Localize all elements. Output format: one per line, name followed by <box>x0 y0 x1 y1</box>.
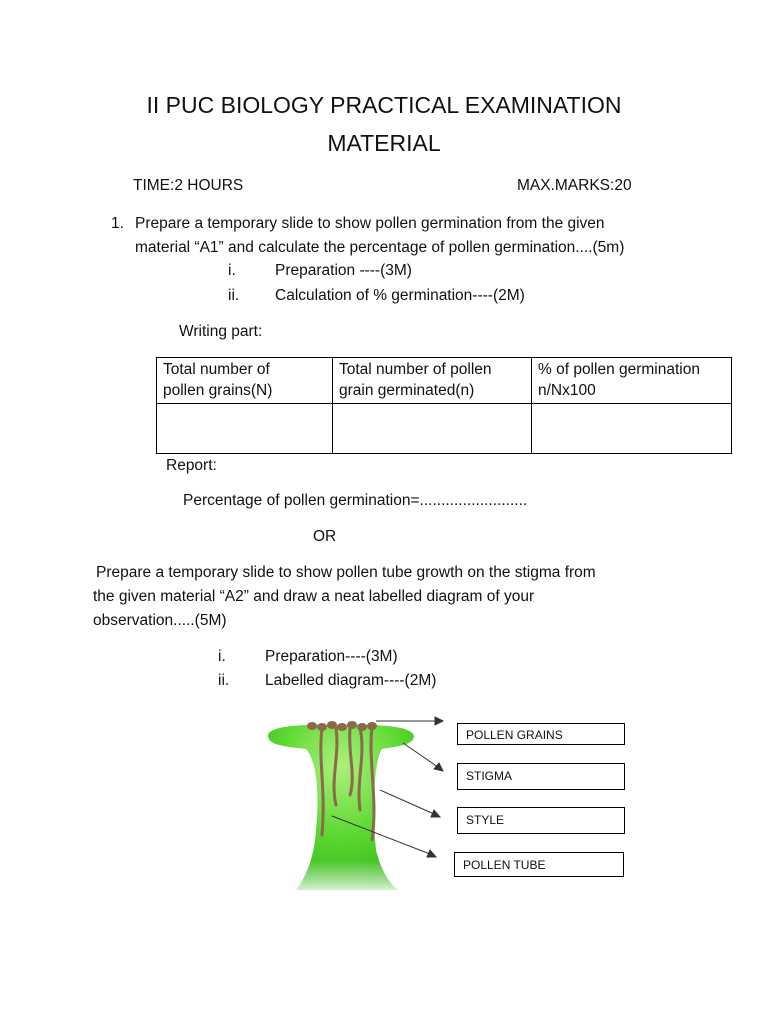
q1-sub-text-1: Preparation ----(3M) <box>275 262 412 279</box>
q2-sub-text-2: Labelled diagram----(2M) <box>265 672 437 689</box>
q2-line-1: Prepare a temporary slide to show pollen tube growth on the stigma from <box>96 564 596 581</box>
germination-table <box>156 357 732 454</box>
q2-line-2: the given material “A2” and draw a neat labelled diagram of your <box>93 588 535 605</box>
stigma-diagram <box>0 700 768 910</box>
q1-line-1: Prepare a temporary slide to show pollen germination from the given <box>135 215 605 232</box>
max-marks-label: MAX.MARKS:20 <box>517 177 632 194</box>
table-cell[interactable] <box>157 404 333 454</box>
q1-sub-num-2: ii. <box>228 287 240 304</box>
label-style: STYLE <box>457 807 625 834</box>
table-header-cell: Total number of pollen grains(N) <box>157 358 333 404</box>
q2-line-3: observation.....(5M) <box>93 612 227 629</box>
report-label: Report: <box>166 457 217 474</box>
question-number: 1. <box>111 215 124 232</box>
label-stigma: STIGMA <box>457 763 625 790</box>
percentage-line: Percentage of pollen germination=......................... <box>183 492 528 509</box>
table-header-cell: % of pollen germination n/Nx100 <box>532 358 732 404</box>
q2-sub-text-1: Preparation----(3M) <box>265 648 398 665</box>
table-row <box>157 404 732 454</box>
label-pollen-grains: POLLEN GRAINS <box>457 723 625 745</box>
table-header-row <box>157 358 732 404</box>
time-label: TIME:2 HOURS <box>133 177 244 194</box>
title-line-1: II PUC BIOLOGY PRACTICAL EXAMINATION <box>146 92 622 118</box>
title-line-2: MATERIAL <box>327 130 441 156</box>
q1-sub-text-2: Calculation of % germination----(2M) <box>275 287 525 304</box>
table-cell[interactable] <box>532 404 732 454</box>
label-pollen-tube: POLLEN TUBE <box>454 852 624 877</box>
q2-sub-num-1: i. <box>218 648 226 665</box>
q2-sub-num-2: ii. <box>218 672 230 689</box>
writing-part-label: Writing part: <box>179 323 263 340</box>
or-separator: OR <box>313 528 337 545</box>
q1-sub-num-1: i. <box>228 262 236 279</box>
table-header-cell: Total number of pollen grain germinated(n) <box>333 358 532 404</box>
q1-line-2: material “A1” and calculate the percentage of pollen germination....(5m) <box>135 239 625 256</box>
table-cell[interactable] <box>333 404 532 454</box>
